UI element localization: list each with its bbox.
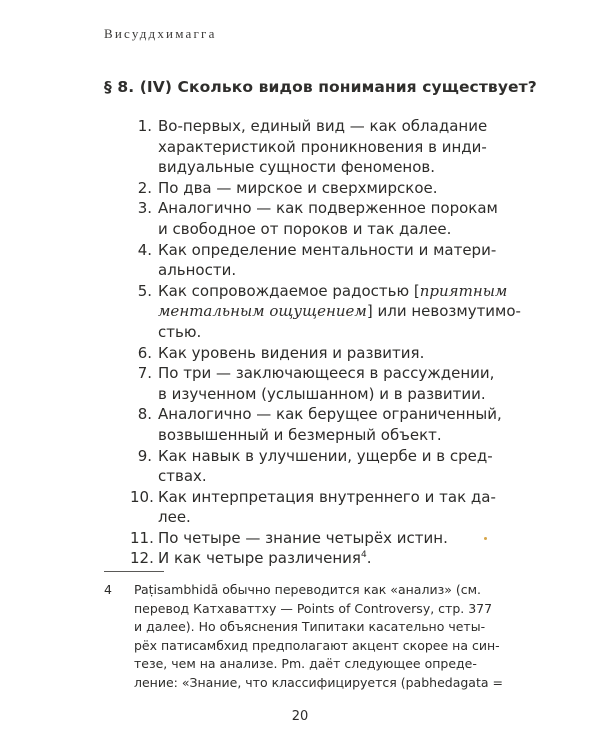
list-item-4 (130, 240, 510, 281)
list-item-12 (130, 548, 510, 569)
numbered-list (130, 116, 521, 569)
list-item-3 (130, 198, 510, 239)
list-item-11 (130, 528, 510, 549)
list-item-6 (130, 343, 510, 364)
item-text: По четыре — знание четырёх истин. (158, 528, 448, 547)
running-head: Висуддхимагга (104, 26, 217, 41)
item-text: И как четыре различения$^4$. (158, 549, 372, 568)
footnote-text: Paṭisambhidā обычно переводится как «анализ» (см. перевод Катхаваттху — Points of Controversy, стр. 377 и далее). Но объяснения Типитаки касательно четы- рёх патисамбхид предполагают акцент скорее на син- тезе, чем на анализе. Pm. даёт следующее опреде- ление: «Знание, что классифицируется (pabhedagata = (134, 582, 503, 690)
list-item-9 (130, 446, 510, 487)
italic-gloss: приятным (419, 281, 508, 300)
item-text: Аналогично — как подверженное порокам и свободное от пороков и так далее. (158, 199, 498, 238)
italic-gloss: ментальным ощущением (158, 302, 367, 321)
ink-speck (484, 537, 487, 540)
item-number: 7. (137, 364, 152, 383)
item-number: 11. (130, 528, 154, 547)
item-number: 8. (137, 405, 152, 424)
item-number: 10. (130, 487, 154, 506)
item-number: 5. (137, 281, 152, 300)
list-item-7 (130, 363, 510, 404)
item-text: Аналогично — как берущее ограниченный, возвышенный и безмерный объект. (158, 405, 502, 444)
footnote-number: 4 (104, 582, 112, 597)
item-number: 6. (137, 343, 152, 362)
item-text: Как определение ментальности и матери- альности. (158, 240, 497, 280)
section-title: § 8. (IV) Сколько видов понимания существует? (104, 78, 537, 96)
item-text: По два — мирское и сверхмирское. (158, 178, 438, 197)
item-text: Как уровень видения и развития. (158, 343, 425, 362)
list-item-5 (130, 281, 521, 343)
list-item-10 (130, 487, 510, 528)
item-number: 4. (137, 240, 152, 259)
page-number: 20 (291, 709, 309, 724)
footnote (104, 581, 504, 693)
item-number: 1. (137, 117, 152, 135)
item-number: 2. (137, 178, 152, 197)
item-text: Как навык в улучшении, ущербе и в сред- ствах. (158, 446, 493, 486)
item-text: Как сопровождаемое радостью [приятным ментальным ощущением] или невозмутимо- стью. (158, 281, 521, 341)
item-text: По три — заключающееся в рассуждении, в изученном (услышанном) и в развитии. (158, 364, 495, 403)
item-text: Как интерпретация внутреннего и так да- лее. (158, 487, 496, 527)
item-number: 12. (130, 549, 154, 568)
list-item-1 (130, 116, 510, 178)
list-item-8 (130, 404, 510, 445)
item-number: 3. (137, 199, 152, 218)
item-text: Во-первых, единый вид — как обладание характеристикой проникновения в инди- видуальные сущности феноменов. (158, 117, 488, 177)
footnote-reference[interactable]: 4 (360, 550, 367, 561)
item-number: 9. (137, 446, 152, 465)
footnote-divider (104, 571, 164, 572)
list-item-2 (130, 178, 510, 199)
